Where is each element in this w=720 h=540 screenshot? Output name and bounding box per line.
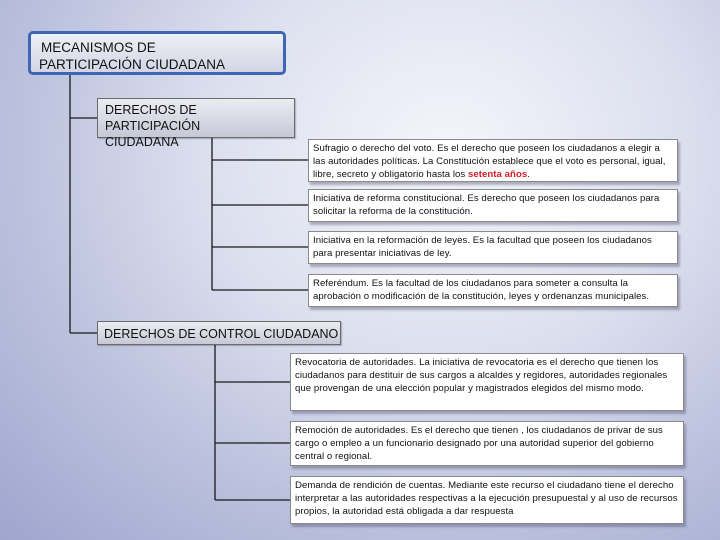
leaf-remocion	[290, 421, 684, 466]
leaf-reforma-constitucional-text: Es derecho que poseen los ciudadanos para solicitar la reforma de la constitución.	[313, 193, 660, 217]
leaf-reformacion-leyes	[308, 231, 678, 264]
leaf-sufragio-text: Es el derecho que poseen los ciudadanos a elegir a las autoridades políticas. La Constitución establece que el voto es personal, igual, libre, secreto y obligatorio hasta los	[313, 143, 666, 180]
leaf-referendum-text: Es la facultad de los ciudadanos para someter a consulta la aprobación o modificación de la constitución, leyes y ordenanzas municipales.	[313, 278, 650, 302]
section-2-title: DERECHOS DE CONTROL CIUDADANO	[104, 327, 339, 341]
leaf-sufragio-highlight: setenta años	[468, 169, 528, 180]
leaf-referendum	[308, 274, 678, 307]
leaf-rendicion-cuentas-heading: Demanda de rendición de cuentas.	[295, 480, 446, 491]
leaf-revocatoria-heading: Revocatoria de autoridades.	[295, 357, 417, 368]
leaf-sufragio-heading: Sufragio o derecho del voto.	[313, 143, 435, 154]
leaf-referendum-heading: Referéndum.	[313, 278, 370, 289]
leaf-sufragio	[308, 139, 678, 182]
section-control-node	[97, 321, 341, 345]
leaf-sufragio-tail: .	[527, 169, 530, 180]
leaf-reformacion-leyes-heading: Iniciativa en la reformación de leyes.	[313, 235, 471, 246]
leaf-remocion-heading: Remoción de autoridades.	[295, 425, 409, 436]
leaf-reforma-constitucional-heading: Iniciativa de reforma constitucional.	[313, 193, 465, 204]
leaf-revocatoria	[290, 353, 684, 411]
section-1-title-line-1: DERECHOS DE PARTICIPACIÓN	[105, 103, 201, 133]
leaf-reformacion-leyes-text: Es la facultad que poseen los ciudadanos para presentar iniciativas de ley.	[313, 235, 652, 259]
leaf-rendicion-cuentas-text: Mediante este recurso el ciudadano tiene el derecho interpretar a las autoridades respectivas a la ejecución presupuestal y al uso de recursos propios, la autoridad está obligada a dar respuesta	[295, 480, 678, 517]
leaf-rendicion-cuentas	[290, 476, 684, 524]
root-title-line-2: PARTICIPACIÓN CIUDADANA	[39, 57, 226, 72]
section-participation-node	[97, 98, 295, 149]
leaf-revocatoria-text: La iniciativa de revocatoria es el derecho que tienen los ciudadanos para destituir de sus cargos a alcaldes y regidores, autoridades regionales que provengan de una elección popular y magistrados elegidos del mismo modo.	[295, 357, 668, 394]
leaf-remocion-text: Es el derecho que tienen , los ciudadanos de privar de sus cargo o empleo a un funcionario designado por una autoridad superior del gobierno central o regional.	[295, 425, 663, 462]
leaf-reforma-constitucional	[308, 189, 678, 222]
root-node	[28, 31, 286, 75]
root-title-line-1: MECANISMOS DE	[41, 40, 156, 55]
section-1-title-line-2: CIUDADANA	[105, 135, 179, 149]
